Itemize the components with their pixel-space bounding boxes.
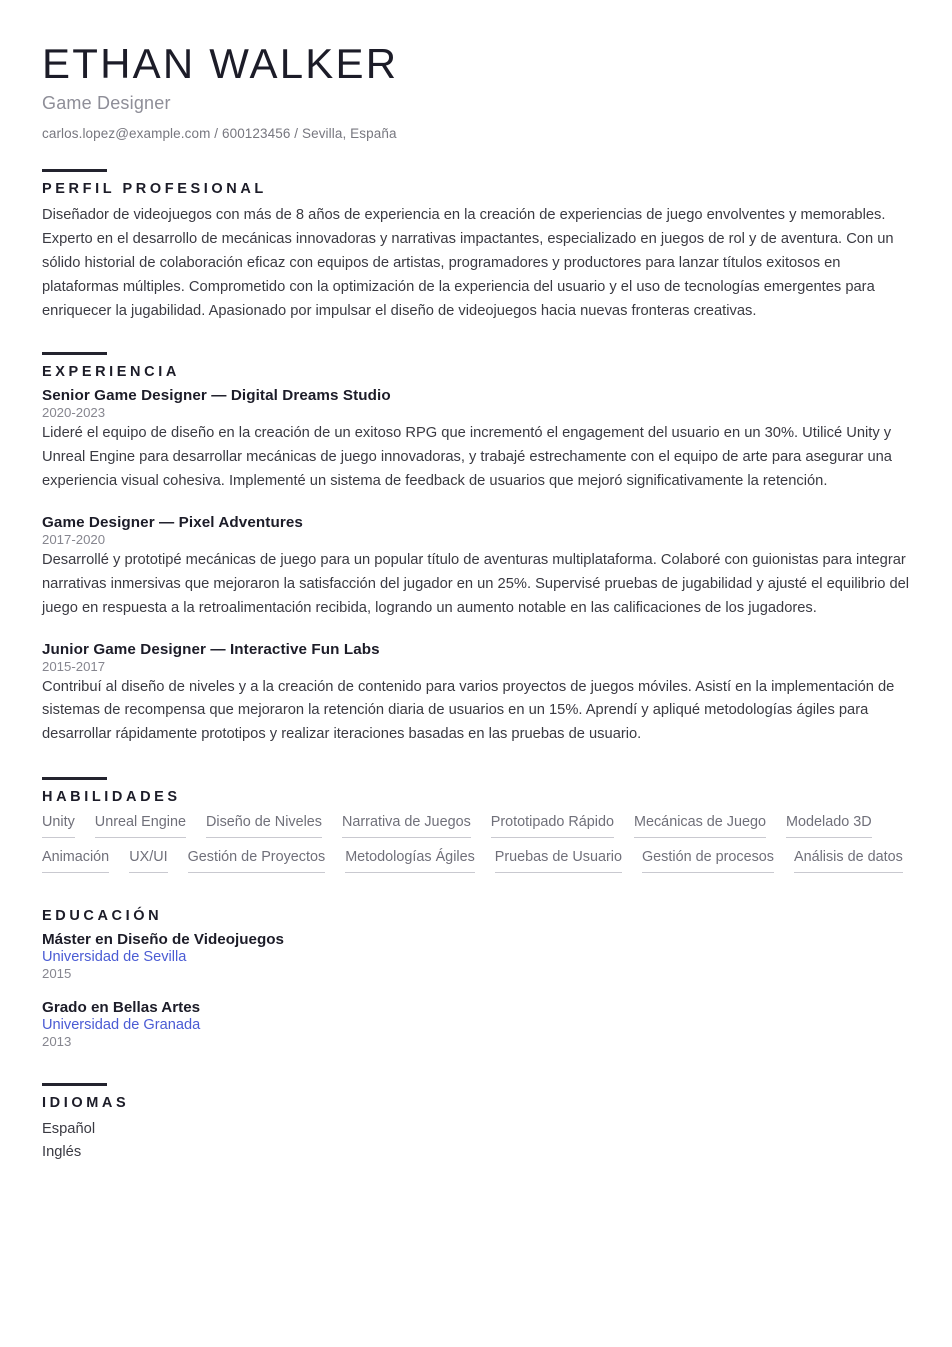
candidate-headline: Game Designer [42, 93, 171, 114]
education-degree: Máster en Diseño de Videojuegos [42, 930, 284, 948]
education-school: Universidad de Granada [42, 1016, 201, 1033]
skill-chip: Modelado 3D [786, 812, 872, 838]
language-item: Inglés [42, 1143, 82, 1160]
section-title-profile: PERFIL PROFESIONAL [42, 181, 267, 198]
section-rule [42, 169, 107, 172]
skill-chip: Diseño de Niveles [206, 812, 322, 838]
section-rule [42, 1083, 107, 1086]
job-title: Junior Game Designer — Interactive Fun Labs [42, 640, 380, 658]
skill-chip: Pruebas de Usuario [495, 847, 622, 873]
section-experience [42, 352, 910, 748]
job-title: Game Designer — Pixel Adventures [42, 513, 303, 531]
job-description: Lideré el equipo de diseño en la creación de un exitoso RPG que incrementó el engagement del usuario en un 30%. Utilicé Unity y Unreal Engine para desarrollar mecánicas de juego innovadoras, y trabajé estrechamente con el equipo de arte para asegurar una experiencia visual cohesiva. Implementé un sistema de feedback de usuarios que mejoró significativamente la retención. [42, 424, 892, 489]
contact-line: carlos.lopez@example.com / 600123456 / Sevilla, España [42, 126, 397, 142]
education-year: 2015 [42, 965, 72, 981]
job-description: Desarrollé y prototipé mecánicas de juego para un popular título de aventuras multiplataforma. Colaboré con guionistas para integrar narrativas inmersivas que mejoraron la satisfacción del jugador en un 25%. Supervisé pruebas de jugabilidad y ajusté el equilibrio del juego en respuesta a la retroalimentación recibida, logrando un aumento notable en las calificaciones de los jugadores. [42, 551, 910, 616]
skill-chip: UX/UI [129, 847, 167, 873]
skill-chip: Gestión de procesos [642, 847, 774, 873]
language-item: Español [42, 1120, 96, 1137]
section-title-education: EDUCACIÓN [42, 907, 163, 924]
skill-chip: Narrativa de Juegos [342, 812, 471, 838]
skill-chip: Análisis de datos [794, 847, 903, 873]
section-languages [42, 1083, 910, 1164]
education-school: Universidad de Sevilla [42, 948, 187, 965]
job-dates: 2015-2017 [42, 658, 106, 674]
education-degree: Grado en Bellas Artes [42, 998, 201, 1016]
section-rule [42, 777, 107, 780]
skills-list [42, 812, 910, 881]
section-title-experience: EXPERIENCIA [42, 363, 180, 380]
experience-entry [42, 387, 910, 494]
skill-chip: Unity [42, 812, 75, 838]
experience-entry [42, 514, 910, 621]
profile-summary-text: Diseñador de videojuegos con más de 8 años de experiencia en la creación de experiencias de juego envolventes y memorables. Experto en el desarrollo de mecánicas innovadoras y narrativas impactantes, especializado en juegos de rol y de aventura. Con un sólido historial de colaboración eficaz con equipos de artistas, programadores y productores para lanzar títulos exitosos en plataformas múltiples. Comprometido con la optimización de la experiencia del usuario y el uso de tecnologías emergentes para enriquecer la jugabilidad. Apasionado por impulsar el diseño de videojuegos hacia nuevas fronteras creativas. [42, 207, 894, 319]
job-title: Senior Game Designer — Digital Dreams Studio [42, 386, 391, 404]
section-title-skills: HABILIDADES [42, 789, 181, 806]
job-dates: 2020-2023 [42, 404, 106, 420]
section-title-languages: IDIOMAS [42, 1094, 130, 1111]
skill-chip: Unreal Engine [95, 812, 186, 838]
candidate-name: ETHAN WALKER [42, 40, 399, 87]
skill-chip: Mecánicas de Juego [634, 812, 766, 838]
section-skills [42, 777, 910, 881]
section-education [42, 908, 910, 1049]
experience-entry [42, 641, 910, 748]
resume-header [42, 40, 910, 141]
job-dates: 2017-2020 [42, 531, 106, 547]
skill-chip: Prototipado Rápido [491, 812, 614, 838]
skill-chip: Animación [42, 847, 109, 873]
skill-chip: Metodologías Ágiles [345, 847, 475, 873]
education-year: 2013 [42, 1033, 72, 1049]
job-description: Contribuí al diseño de niveles y a la creación de contenido para varios proyectos de juegos móviles. Asistí en la implementación de sistemas de recompensa que mejoraron la retención diaria de usuarios en un 15%. Aprendí y apliqué metodologías ágiles para desarrollar rápidamente prototipos y realizar iteraciones basadas en las pruebas de usuario. [42, 678, 895, 743]
section-profile [42, 169, 910, 324]
section-rule [42, 352, 107, 355]
education-entry [42, 931, 910, 981]
skill-chip: Gestión de Proyectos [188, 847, 326, 873]
education-entry [42, 999, 910, 1049]
